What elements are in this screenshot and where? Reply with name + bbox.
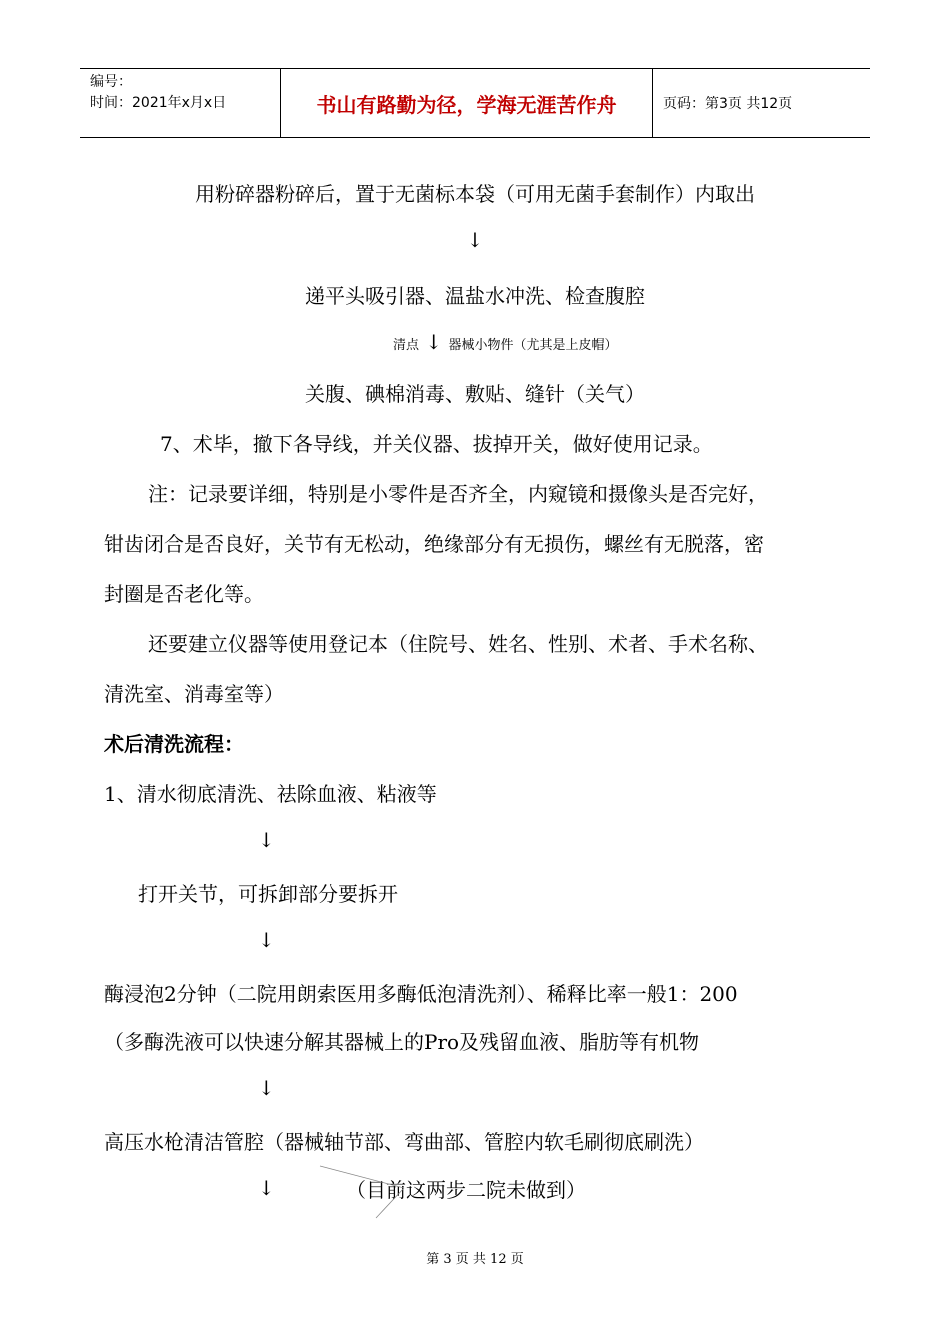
cleaning-arrow-3: ↓ xyxy=(258,1076,275,1100)
flow-step-suction: 递平头吸引器、温盐水冲洗、检查腹腔 xyxy=(305,284,645,308)
annotation-lines xyxy=(318,1164,408,1220)
cleaning-step-3-line-2: （多酶洗液可以快速分解其器械上的Pro及残留血液、脂肪等有机物 xyxy=(104,1030,700,1054)
count-label: 清点 xyxy=(393,338,420,353)
cleaning-arrow-1: ↓ xyxy=(258,828,275,852)
flow-arrow-count-row xyxy=(393,330,618,354)
cleaning-step-3-line-1: 酶浸泡2分钟（二院用朗索医用多酶低泡清洗剂）、稀释比率一般1：200 xyxy=(104,982,738,1006)
time-label: 时间：2021年x月x日 xyxy=(90,95,227,111)
page-footer: 第 3 页 共 12 页 xyxy=(426,1252,524,1267)
number-label: 编号： xyxy=(90,74,132,90)
register-line-2: 清洗室、消毒室等） xyxy=(104,682,284,706)
header-page-info: 页码：第3页 共12页 xyxy=(663,96,793,112)
note-line-2: 钳齿闭合是否良好，关节有无松动，绝缘部分有无损伤，螺丝有无脱落，密 xyxy=(104,532,764,556)
header-motto: 书山有路勤为径，学海无涯苦作舟 xyxy=(281,69,653,137)
flow-step-crush: 用粉碎器粉碎后，置于无菌标本袋（可用无菌手套制作）内取出 xyxy=(195,182,755,206)
flow-arrow-1: ↓ xyxy=(466,228,484,252)
note-line-3: 封圈是否老化等。 xyxy=(104,582,264,606)
cleaning-heading: 术后清洗流程： xyxy=(104,732,244,756)
register-line-1: 还要建立仪器等使用登记本（住院号、姓名、性别、术者、手术名称、 xyxy=(148,632,768,656)
small-parts-label: 器械小物件（尤其是上皮帽） xyxy=(448,338,618,353)
note-line-1: 注：记录要详细，特别是小零件是否齐全，内窥镜和摄像头是否完好， xyxy=(148,482,768,506)
cleaning-step-1: 1、清水彻底清洗、祛除血液、粘液等 xyxy=(104,782,437,806)
cleaning-arrow-2: ↓ xyxy=(258,928,275,952)
cleaning-arrow-4: ↓ xyxy=(258,1176,275,1200)
cleaning-step-4: 高压水枪清洁管腔（器械轴节部、弯曲部、管腔内软毛刷彻底刷洗） xyxy=(104,1130,704,1154)
cleaning-note: （目前这两步二院未做到） xyxy=(346,1178,586,1202)
flow-step-close: 关腹、碘棉消毒、敷贴、缝针（关气） xyxy=(305,382,645,406)
flow-arrow-2: ↓ xyxy=(425,330,443,354)
header-table xyxy=(80,68,870,138)
paragraph-step-7: 7、术毕，撤下各导线，并关仪器、拔掉开关，做好使用记录。 xyxy=(160,432,713,456)
header-left-cell xyxy=(80,69,281,137)
cleaning-step-2: 打开关节，可拆卸部分要拆开 xyxy=(138,882,398,906)
